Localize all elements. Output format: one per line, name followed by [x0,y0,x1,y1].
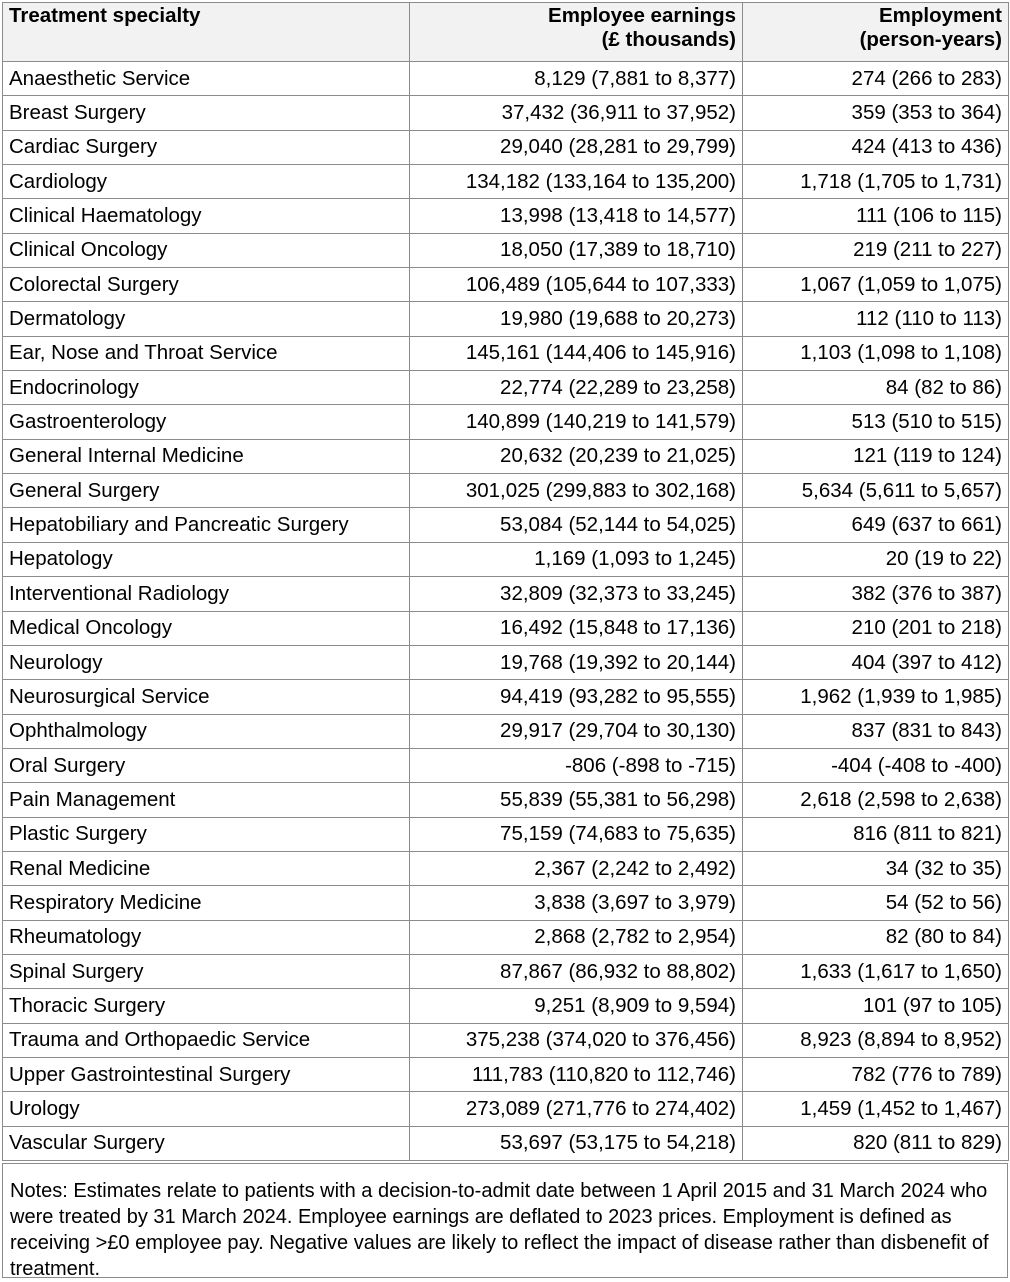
cell-earnings: 16,492 (15,848 to 17,136) [410,611,743,645]
cell-specialty: Hepatobiliary and Pancreatic Surgery [3,508,410,542]
cell-specialty: Vascular Surgery [3,1126,410,1160]
cell-specialty: Hepatology [3,542,410,576]
table-row [3,817,1009,851]
cell-employment: 111 (106 to 115) [743,199,1009,233]
cell-earnings: 32,809 (32,373 to 33,245) [410,577,743,611]
cell-employment: 82 (80 to 84) [743,920,1009,954]
cell-specialty: Urology [3,1092,410,1126]
cell-employment: 424 (413 to 436) [743,130,1009,164]
cell-specialty: Thoracic Surgery [3,989,410,1023]
cell-employment: 1,718 (1,705 to 1,731) [743,165,1009,199]
cell-employment: 274 (266 to 283) [743,62,1009,96]
cell-employment: 1,459 (1,452 to 1,467) [743,1092,1009,1126]
cell-earnings: 375,238 (374,020 to 376,456) [410,1023,743,1057]
cell-earnings: 134,182 (133,164 to 135,200) [410,165,743,199]
cell-specialty: Rheumatology [3,920,410,954]
cell-employment: 2,618 (2,598 to 2,638) [743,783,1009,817]
cell-employment: 84 (82 to 86) [743,371,1009,405]
cell-specialty: Dermatology [3,302,410,336]
header-row [3,3,1009,62]
header-earnings [410,3,743,62]
table-row [3,611,1009,645]
cell-earnings: 53,697 (53,175 to 54,218) [410,1126,743,1160]
cell-earnings: 145,161 (144,406 to 145,916) [410,336,743,370]
cell-specialty: Cardiac Surgery [3,130,410,164]
cell-earnings: 9,251 (8,909 to 9,594) [410,989,743,1023]
cell-employment: 1,962 (1,939 to 1,985) [743,680,1009,714]
cell-employment: 382 (376 to 387) [743,577,1009,611]
cell-employment: 20 (19 to 22) [743,542,1009,576]
cell-specialty: Oral Surgery [3,748,410,782]
cell-employment: 649 (637 to 661) [743,508,1009,542]
table-row [3,1126,1009,1160]
table-row [3,508,1009,542]
table-row [3,96,1009,130]
cell-employment: 1,103 (1,098 to 1,108) [743,336,1009,370]
cell-specialty: General Surgery [3,474,410,508]
table-row [3,474,1009,508]
table-row [3,920,1009,954]
table-header [3,3,1009,62]
cell-earnings: 106,489 (105,644 to 107,333) [410,268,743,302]
cell-employment: 34 (32 to 35) [743,851,1009,885]
table-row [3,577,1009,611]
cell-employment: 816 (811 to 821) [743,817,1009,851]
table-row [3,954,1009,988]
cell-employment: 219 (211 to 227) [743,233,1009,267]
table-row [3,714,1009,748]
table-row [3,989,1009,1023]
cell-employment: 5,634 (5,611 to 5,657) [743,474,1009,508]
cell-earnings: 19,980 (19,688 to 20,273) [410,302,743,336]
cell-specialty: Cardiology [3,165,410,199]
cell-earnings: 13,998 (13,418 to 14,577) [410,199,743,233]
table-row [3,1023,1009,1057]
cell-specialty: Breast Surgery [3,96,410,130]
cell-specialty: Neurosurgical Service [3,680,410,714]
cell-employment: 404 (397 to 412) [743,645,1009,679]
results-table [2,2,1009,1161]
cell-earnings: 75,159 (74,683 to 75,635) [410,817,743,851]
header-earnings-unit: (£ thousands) [601,28,736,51]
table-row [3,680,1009,714]
cell-specialty: Interventional Radiology [3,577,410,611]
table-row [3,783,1009,817]
cell-earnings: 53,084 (52,144 to 54,025) [410,508,743,542]
table-notes: Notes: Estimates relate to patients with a decision-to-admit date between 1 April 2015 and 31 March 2024 who were treated by 31 March 2024. Employee earnings are deflated to 2023 prices. Employment is defined as receiving >£0 employee pay. Negative values are likely to reflect the impact of disease rather than disbenefit of treatment. [2,1163,1008,1278]
cell-employment: 210 (201 to 218) [743,611,1009,645]
header-employment-label: Employment [878,4,1002,27]
cell-earnings: 140,899 (140,219 to 141,579) [410,405,743,439]
cell-employment: -404 (-408 to -400) [743,748,1009,782]
cell-employment: 513 (510 to 515) [743,405,1009,439]
cell-employment: 1,067 (1,059 to 1,075) [743,268,1009,302]
table-row [3,886,1009,920]
cell-specialty: Clinical Oncology [3,233,410,267]
cell-earnings: 55,839 (55,381 to 56,298) [410,783,743,817]
cell-employment: 359 (353 to 364) [743,96,1009,130]
cell-specialty: Endocrinology [3,371,410,405]
cell-employment: 820 (811 to 829) [743,1126,1009,1160]
cell-employment: 101 (97 to 105) [743,989,1009,1023]
cell-earnings: 18,050 (17,389 to 18,710) [410,233,743,267]
table-row [3,542,1009,576]
cell-specialty: Medical Oncology [3,611,410,645]
cell-earnings: -806 (-898 to -715) [410,748,743,782]
table-row [3,268,1009,302]
header-employment-unit: (person-years) [859,28,1002,51]
table-row [3,748,1009,782]
cell-specialty: Respiratory Medicine [3,886,410,920]
cell-employment: 54 (52 to 56) [743,886,1009,920]
cell-employment: 837 (831 to 843) [743,714,1009,748]
table-row [3,233,1009,267]
cell-earnings: 87,867 (86,932 to 88,802) [410,954,743,988]
cell-earnings: 8,129 (7,881 to 8,377) [410,62,743,96]
cell-employment: 782 (776 to 789) [743,1057,1009,1091]
header-specialty-label: Treatment specialty [9,4,201,27]
cell-employment: 112 (110 to 113) [743,302,1009,336]
cell-specialty: Gastroenterology [3,405,410,439]
table-body [3,62,1009,1161]
table-row [3,439,1009,473]
cell-earnings: 20,632 (20,239 to 21,025) [410,439,743,473]
header-employment [743,3,1009,62]
cell-earnings: 273,089 (271,776 to 274,402) [410,1092,743,1126]
cell-specialty: Pain Management [3,783,410,817]
cell-specialty: Ear, Nose and Throat Service [3,336,410,370]
cell-earnings: 2,367 (2,242 to 2,492) [410,851,743,885]
header-earnings-label: Employee earnings [548,4,736,27]
cell-specialty: Colorectal Surgery [3,268,410,302]
cell-earnings: 19,768 (19,392 to 20,144) [410,645,743,679]
cell-earnings: 301,025 (299,883 to 302,168) [410,474,743,508]
cell-specialty: General Internal Medicine [3,439,410,473]
cell-earnings: 29,040 (28,281 to 29,799) [410,130,743,164]
cell-specialty: Clinical Haematology [3,199,410,233]
table-row [3,1092,1009,1126]
cell-specialty: Trauma and Orthopaedic Service [3,1023,410,1057]
cell-earnings: 2,868 (2,782 to 2,954) [410,920,743,954]
cell-earnings: 3,838 (3,697 to 3,979) [410,886,743,920]
cell-specialty: Ophthalmology [3,714,410,748]
table-row [3,199,1009,233]
table-row [3,851,1009,885]
table-row [3,645,1009,679]
table-row [3,62,1009,96]
header-specialty [3,3,410,62]
cell-employment: 1,633 (1,617 to 1,650) [743,954,1009,988]
cell-specialty: Upper Gastrointestinal Surgery [3,1057,410,1091]
cell-specialty: Plastic Surgery [3,817,410,851]
cell-earnings: 37,432 (36,911 to 37,952) [410,96,743,130]
cell-specialty: Spinal Surgery [3,954,410,988]
cell-specialty: Neurology [3,645,410,679]
cell-earnings: 94,419 (93,282 to 95,555) [410,680,743,714]
table-row [3,1057,1009,1091]
table-row [3,302,1009,336]
cell-specialty: Anaesthetic Service [3,62,410,96]
table-row [3,130,1009,164]
table-row [3,165,1009,199]
table-row [3,371,1009,405]
cell-specialty: Renal Medicine [3,851,410,885]
table-row [3,336,1009,370]
cell-earnings: 29,917 (29,704 to 30,130) [410,714,743,748]
table-row [3,405,1009,439]
cell-earnings: 22,774 (22,289 to 23,258) [410,371,743,405]
cell-employment: 121 (119 to 124) [743,439,1009,473]
cell-earnings: 1,169 (1,093 to 1,245) [410,542,743,576]
cell-employment: 8,923 (8,894 to 8,952) [743,1023,1009,1057]
cell-earnings: 111,783 (110,820 to 112,746) [410,1057,743,1091]
